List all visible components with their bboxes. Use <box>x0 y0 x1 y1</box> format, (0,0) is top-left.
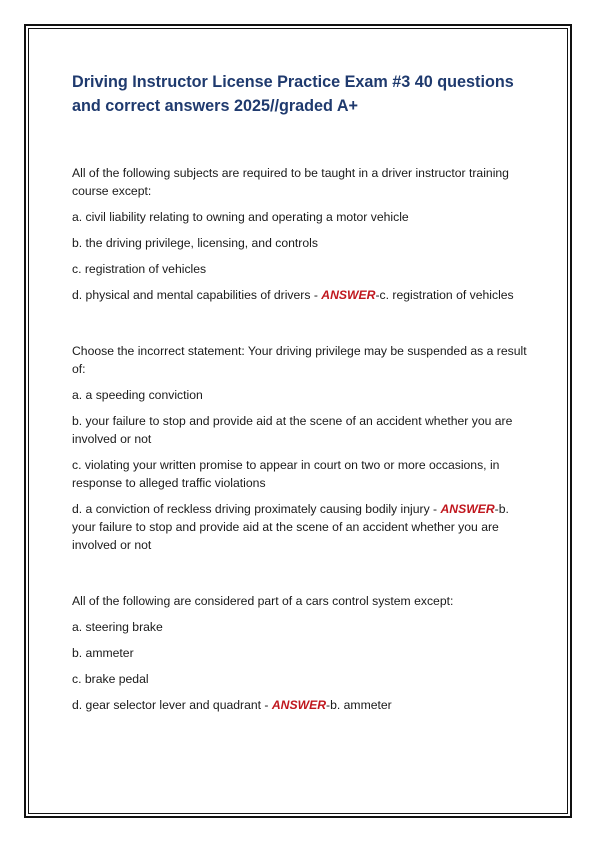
question-3 <box>72 592 530 714</box>
question-text: Choose the incorrect statement: Your driving privilege may be suspended as a result of: <box>72 344 527 376</box>
option-d-with-answer <box>72 500 530 554</box>
option-b: b. ammeter <box>72 646 134 660</box>
answer-text: -c. registration of vehicles <box>375 288 514 302</box>
option-d-text: d. physical and mental capabilities of drivers - <box>72 288 322 302</box>
option-a: a. steering brake <box>72 620 163 634</box>
question-1 <box>72 164 530 304</box>
document-body <box>72 70 530 752</box>
answer-label: ANSWER <box>271 698 327 712</box>
option-d-text: d. a conviction of reckless driving proximately causing bodily injury - <box>72 502 441 516</box>
option-c: c. violating your written promise to appear in court on two or more occasions, in response to alleged traffic violations <box>72 458 500 490</box>
option-a: a. a speeding conviction <box>72 388 203 402</box>
question-text: All of the following are considered part of a cars control system except: <box>72 594 454 608</box>
option-b: b. the driving privilege, licensing, and controls <box>72 236 318 250</box>
answer-text: -b. your failure to stop and provide aid at the scene of an accident whether you are involved or not <box>72 502 509 552</box>
answer-label: ANSWER <box>321 288 376 302</box>
option-b: b. your failure to stop and provide aid at the scene of an accident whether you are involved or not <box>72 414 513 446</box>
question-text: All of the following subjects are required to be taught in a driver instructor training course except: <box>72 166 509 198</box>
answer-text: -b. ammeter <box>326 698 392 712</box>
option-d-text: d. gear selector lever and quadrant - <box>72 698 272 712</box>
option-a: a. civil liability relating to owning and operating a motor vehicle <box>72 210 409 224</box>
option-c: c. registration of vehicles <box>72 262 207 276</box>
option-d-with-answer <box>72 286 530 304</box>
question-2 <box>72 342 530 554</box>
option-c: c. brake pedal <box>72 672 149 686</box>
answer-label: ANSWER <box>440 502 495 516</box>
document-title: Driving Instructor License Practice Exam #3 40 questions and correct answers 2025//graded A+ <box>72 73 514 115</box>
option-d-with-answer <box>72 696 530 714</box>
